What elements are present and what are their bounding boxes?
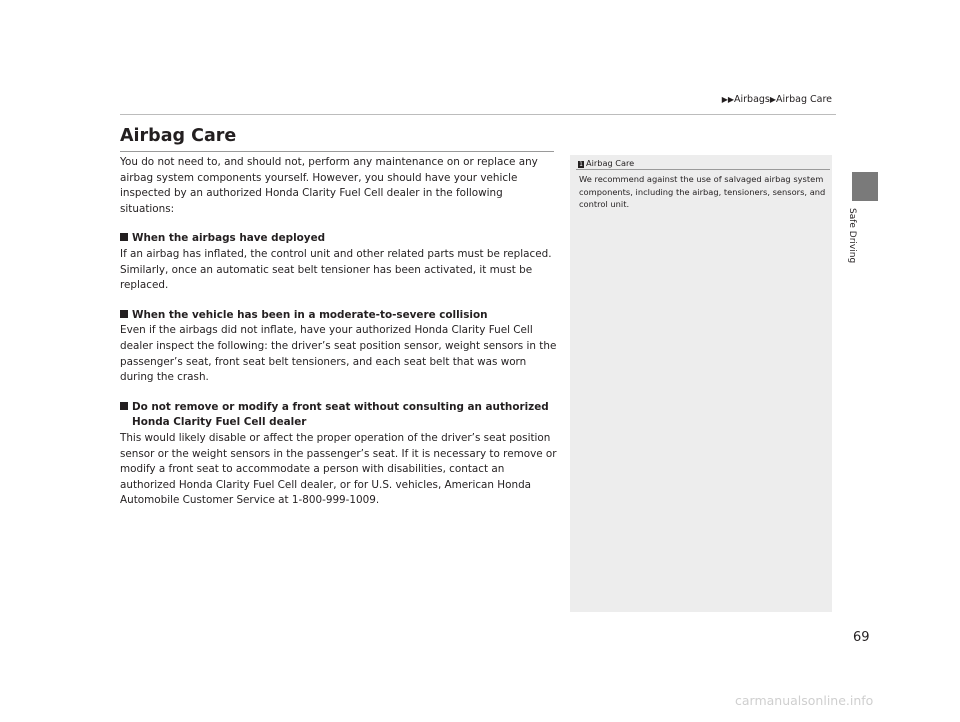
side-note-heading: [578, 158, 634, 168]
breadcrumb-arrow-icon: ▶: [769, 95, 777, 104]
page-number: 69: [853, 630, 870, 645]
chapter-tab: [852, 172, 878, 201]
side-note-divider: [576, 169, 830, 170]
square-bullet-icon: [120, 233, 128, 241]
breadcrumb: [722, 94, 832, 105]
square-bullet-icon: [120, 402, 128, 410]
square-bullet-icon: [120, 310, 128, 318]
chapter-label-text: Safe Driving: [847, 208, 857, 264]
intro-paragraph: You do not need to, and should not, perform any maintenance on or replace any airbag system components yourself. However, you should have your vehicle inspected by an authorized Honda Clarity Fuel Cell dealer in the following situations:: [120, 156, 538, 215]
breadcrumb-level1: Airbags: [734, 94, 770, 105]
section-heading-text: When the airbags have deployed: [132, 232, 326, 245]
breadcrumb-level2: Airbag Care: [776, 94, 832, 105]
section-heading: [120, 400, 560, 431]
reference-marker-icon: 1: [579, 161, 583, 168]
chapter-label: [845, 208, 885, 268]
breadcrumb-arrow-icon: ▶▶: [721, 95, 734, 104]
side-note-text: We recommend against the use of salvaged airbag system components, including the airbag, tensioners, sensors, and control unit.: [579, 174, 826, 210]
section-body: Even if the airbags did not inflate, have your authorized Honda Clarity Fuel Cell dealer inspect the following: the driver’s seat position sensor, weight sensors in the passenger’s seat, front seat belt tensioners, and each seat belt that was worn during the crash.: [120, 324, 557, 384]
side-note-panel: [570, 155, 832, 612]
section-body: If an airbag has inflated, the control unit and other related parts must be replaced. Similarly, once an automatic seat belt tensioner has been activated, it must be replaced.: [120, 247, 552, 292]
section-heading-text: Do not remove or modify a front seat without consulting an authorized Honda Clarity Fuel Cell dealer: [132, 400, 549, 429]
side-note-heading-text: Airbag Care: [586, 158, 635, 168]
page-title: Airbag Care: [120, 126, 237, 146]
title-divider: [120, 151, 554, 152]
header-divider: [120, 114, 836, 115]
section-heading: [120, 308, 560, 324]
section-heading: [120, 231, 560, 247]
main-content: [120, 155, 560, 509]
section-heading-text: When the vehicle has been in a moderate-to-severe collision: [132, 308, 488, 321]
section-body: This would likely disable or affect the proper operation of the driver’s seat position sensor or the weight sensors in the passenger’s seat. If it is necessary to remove or modify a front seat to accommodate a person with disabilities, contact an authorized Honda Clarity Fuel Cell dealer, or for U.S. vehicles, American Honda Automobile Customer Service at 1-800-999-1009.: [120, 431, 557, 507]
watermark: carmanualsonline.info: [735, 693, 874, 708]
